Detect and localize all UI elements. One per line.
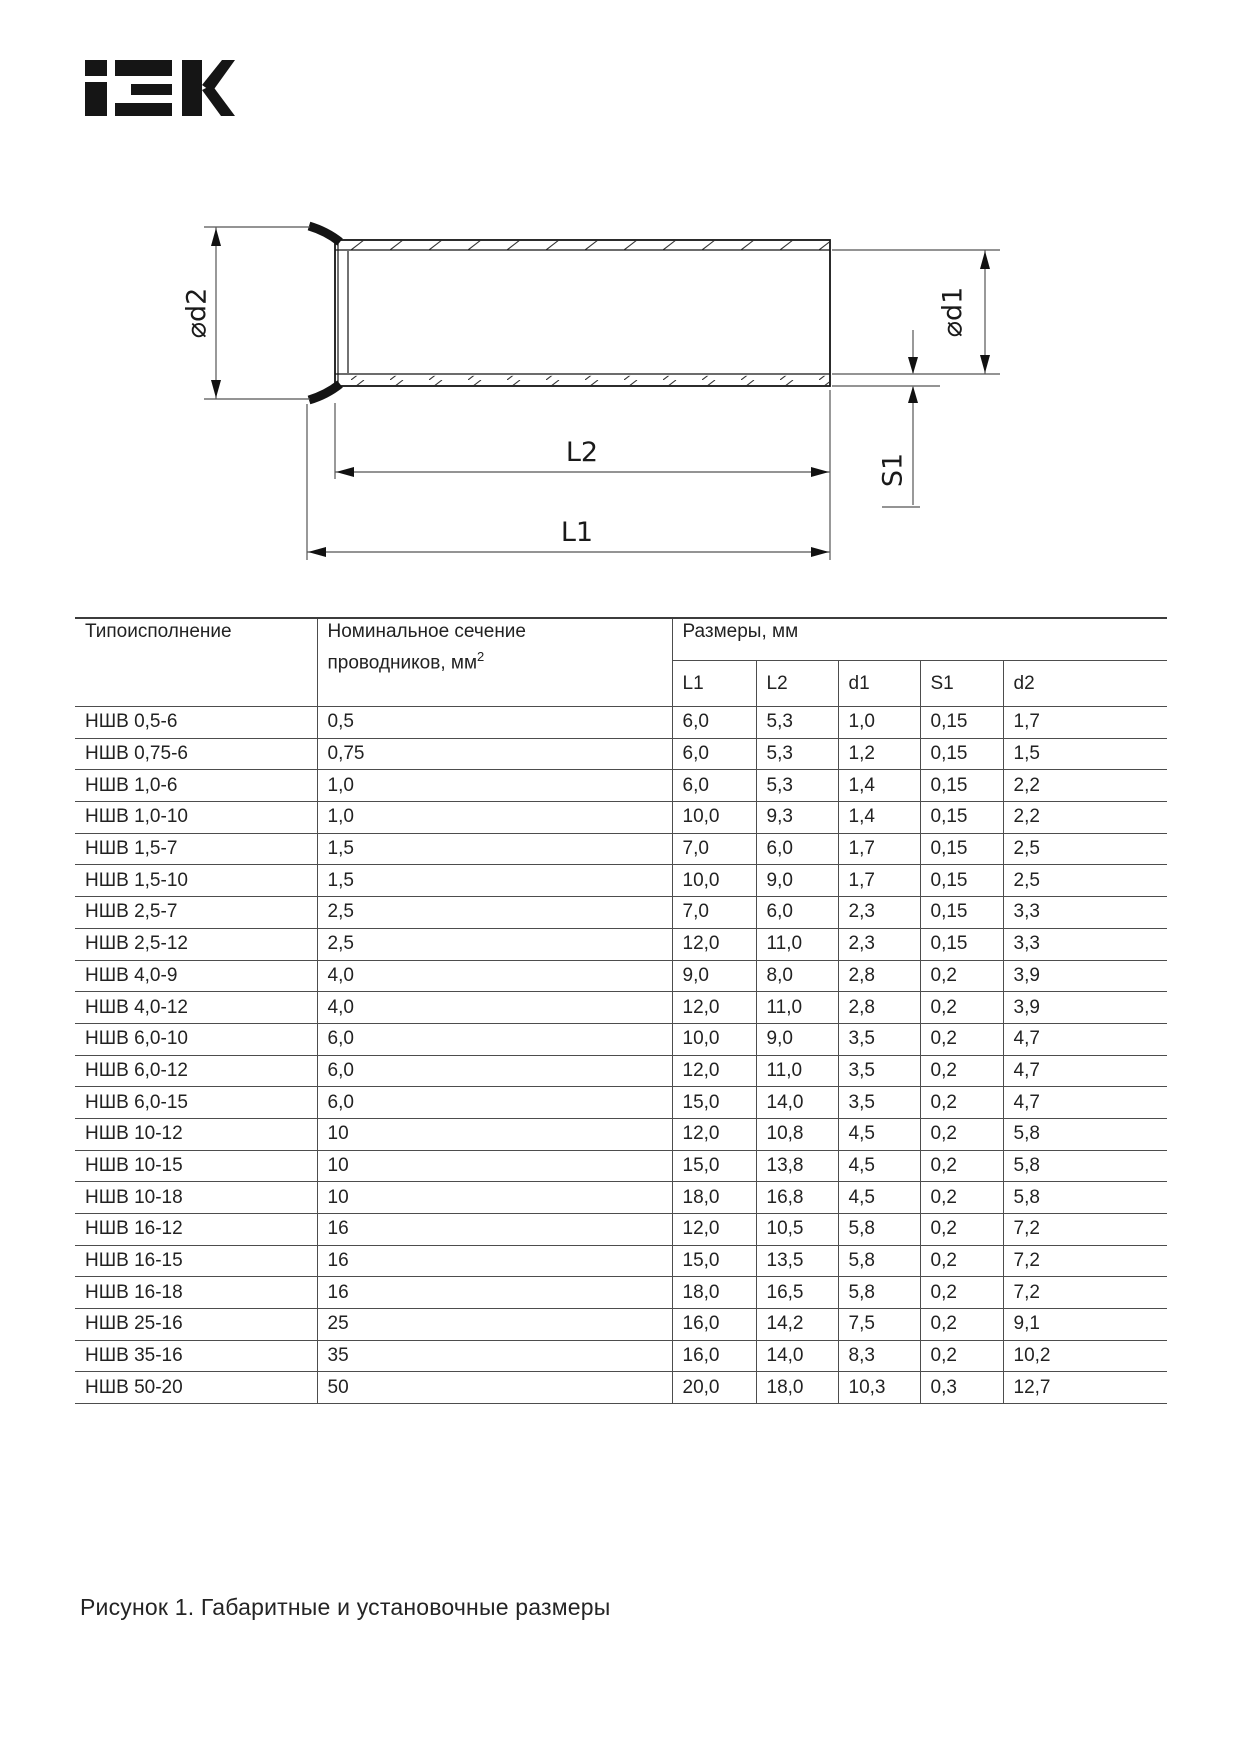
table-row bbox=[75, 1372, 1167, 1404]
arrowhead bbox=[811, 467, 829, 477]
cell-l1: 12,0 bbox=[672, 928, 756, 960]
dimensions-table bbox=[75, 617, 1167, 1404]
table-row bbox=[75, 992, 1167, 1024]
figure-caption: Рисунок 1. Габаритные и установочные размеры bbox=[80, 1594, 611, 1620]
table-row bbox=[75, 802, 1167, 834]
arrowhead bbox=[980, 355, 990, 373]
cell-l2: 9,0 bbox=[756, 1023, 838, 1055]
cell-s1: 0,2 bbox=[920, 992, 1003, 1024]
cell-type: НШВ 10-12 bbox=[75, 1118, 317, 1150]
cell-type: НШВ 0,5-6 bbox=[75, 707, 317, 739]
arrowhead bbox=[308, 547, 326, 557]
flare-bottom bbox=[309, 384, 340, 400]
cell-cross-section: 6,0 bbox=[317, 1055, 672, 1087]
cell-cross-section: 2,5 bbox=[317, 897, 672, 929]
table-row bbox=[75, 1245, 1167, 1277]
cell-l2: 5,3 bbox=[756, 707, 838, 739]
cell-l1: 6,0 bbox=[672, 770, 756, 802]
table-row bbox=[75, 1055, 1167, 1087]
cell-cross-section: 10 bbox=[317, 1150, 672, 1182]
header-type: Типоисполнение bbox=[75, 618, 317, 707]
cell-d2: 3,9 bbox=[1003, 960, 1167, 992]
cell-cross-section: 1,0 bbox=[317, 802, 672, 834]
table-row bbox=[75, 928, 1167, 960]
table-row bbox=[75, 897, 1167, 929]
bottom-wall-hatching bbox=[336, 376, 829, 385]
cell-l2: 9,3 bbox=[756, 802, 838, 834]
cell-type: НШВ 4,0-12 bbox=[75, 992, 317, 1024]
cell-d1: 2,3 bbox=[838, 897, 920, 929]
table-row bbox=[75, 770, 1167, 802]
table-row bbox=[75, 1340, 1167, 1372]
cell-cross-section: 6,0 bbox=[317, 1087, 672, 1119]
cell-l1: 12,0 bbox=[672, 1055, 756, 1087]
cell-l2: 6,0 bbox=[756, 897, 838, 929]
cell-cross-section: 50 bbox=[317, 1372, 672, 1404]
cell-type: НШВ 1,5-10 bbox=[75, 865, 317, 897]
cell-s1: 0,2 bbox=[920, 1214, 1003, 1246]
table-row bbox=[75, 833, 1167, 865]
cell-type: НШВ 6,0-15 bbox=[75, 1087, 317, 1119]
arrowhead bbox=[980, 251, 990, 269]
cell-cross-section: 1,5 bbox=[317, 865, 672, 897]
cell-l1: 6,0 bbox=[672, 738, 756, 770]
cell-s1: 0,2 bbox=[920, 1118, 1003, 1150]
cell-s1: 0,15 bbox=[920, 897, 1003, 929]
cell-d1: 1,4 bbox=[838, 770, 920, 802]
dimension-d1 bbox=[832, 250, 1000, 374]
cell-l1: 12,0 bbox=[672, 1118, 756, 1150]
cell-l2: 11,0 bbox=[756, 1055, 838, 1087]
table-row bbox=[75, 1023, 1167, 1055]
cell-type: НШВ 1,5-7 bbox=[75, 833, 317, 865]
cell-d1: 5,8 bbox=[838, 1245, 920, 1277]
cell-d2: 10,2 bbox=[1003, 1340, 1167, 1372]
cell-s1: 0,2 bbox=[920, 1277, 1003, 1309]
cell-l1: 10,0 bbox=[672, 1023, 756, 1055]
cell-d2: 7,2 bbox=[1003, 1214, 1167, 1246]
cell-d2: 1,7 bbox=[1003, 707, 1167, 739]
cell-l1: 10,0 bbox=[672, 802, 756, 834]
cell-type: НШВ 50-20 bbox=[75, 1372, 317, 1404]
cell-cross-section: 4,0 bbox=[317, 992, 672, 1024]
cell-l1: 10,0 bbox=[672, 865, 756, 897]
arrowhead bbox=[908, 357, 918, 374]
cell-cross-section: 16 bbox=[317, 1245, 672, 1277]
cell-d1: 1,7 bbox=[838, 865, 920, 897]
cell-s1: 0,2 bbox=[920, 1340, 1003, 1372]
cell-s1: 0,2 bbox=[920, 1309, 1003, 1341]
cell-l1: 15,0 bbox=[672, 1087, 756, 1119]
arrowhead bbox=[211, 380, 221, 398]
dimension-d2 bbox=[204, 227, 310, 399]
table-row bbox=[75, 738, 1167, 770]
cell-cross-section: 16 bbox=[317, 1277, 672, 1309]
header-l2: L2 bbox=[756, 661, 838, 707]
cell-d2: 3,3 bbox=[1003, 897, 1167, 929]
cell-l2: 18,0 bbox=[756, 1372, 838, 1404]
cell-l2: 9,0 bbox=[756, 865, 838, 897]
cell-s1: 0,15 bbox=[920, 707, 1003, 739]
cell-d2: 12,7 bbox=[1003, 1372, 1167, 1404]
cell-d2: 4,7 bbox=[1003, 1087, 1167, 1119]
cell-s1: 0,15 bbox=[920, 802, 1003, 834]
cell-d2: 9,1 bbox=[1003, 1309, 1167, 1341]
header-d2: d2 bbox=[1003, 661, 1167, 707]
cell-d2: 2,5 bbox=[1003, 865, 1167, 897]
cell-d2: 7,2 bbox=[1003, 1245, 1167, 1277]
cell-s1: 0,15 bbox=[920, 738, 1003, 770]
cell-d2: 4,7 bbox=[1003, 1055, 1167, 1087]
cell-type: НШВ 25-16 bbox=[75, 1309, 317, 1341]
cell-d1: 5,8 bbox=[838, 1277, 920, 1309]
cell-d2: 4,7 bbox=[1003, 1023, 1167, 1055]
cell-type: НШВ 1,0-6 bbox=[75, 770, 317, 802]
cell-d1: 3,5 bbox=[838, 1023, 920, 1055]
header-l1: L1 bbox=[672, 661, 756, 707]
cell-d1: 5,8 bbox=[838, 1214, 920, 1246]
cell-l2: 16,8 bbox=[756, 1182, 838, 1214]
cell-s1: 0,2 bbox=[920, 1245, 1003, 1277]
cell-l1: 15,0 bbox=[672, 1150, 756, 1182]
l1-label: L1 bbox=[560, 517, 594, 548]
cell-s1: 0,15 bbox=[920, 928, 1003, 960]
cell-d2: 7,2 bbox=[1003, 1277, 1167, 1309]
cell-l1: 9,0 bbox=[672, 960, 756, 992]
cell-type: НШВ 4,0-9 bbox=[75, 960, 317, 992]
table-row bbox=[75, 1182, 1167, 1214]
cell-l2: 5,3 bbox=[756, 770, 838, 802]
arrowhead bbox=[211, 228, 221, 246]
dimension-drawing bbox=[0, 0, 1242, 580]
cell-s1: 0,15 bbox=[920, 833, 1003, 865]
cell-type: НШВ 16-15 bbox=[75, 1245, 317, 1277]
cell-l2: 10,5 bbox=[756, 1214, 838, 1246]
cell-type: НШВ 0,75-6 bbox=[75, 738, 317, 770]
cell-d2: 2,2 bbox=[1003, 770, 1167, 802]
cell-l1: 7,0 bbox=[672, 833, 756, 865]
cell-type: НШВ 10-18 bbox=[75, 1182, 317, 1214]
cell-s1: 0,2 bbox=[920, 1182, 1003, 1214]
table-row bbox=[75, 1214, 1167, 1246]
table-row bbox=[75, 1150, 1167, 1182]
cell-cross-section: 16 bbox=[317, 1214, 672, 1246]
cell-type: НШВ 2,5-12 bbox=[75, 928, 317, 960]
cell-d1: 1,0 bbox=[838, 707, 920, 739]
cell-d1: 1,2 bbox=[838, 738, 920, 770]
cell-cross-section: 25 bbox=[317, 1309, 672, 1341]
cell-cross-section: 10 bbox=[317, 1118, 672, 1150]
cell-d2: 1,5 bbox=[1003, 738, 1167, 770]
cell-l1: 20,0 bbox=[672, 1372, 756, 1404]
cell-l1: 16,0 bbox=[672, 1309, 756, 1341]
cell-l1: 12,0 bbox=[672, 992, 756, 1024]
cell-d1: 10,3 bbox=[838, 1372, 920, 1404]
cell-type: НШВ 35-16 bbox=[75, 1340, 317, 1372]
cell-d2: 3,3 bbox=[1003, 928, 1167, 960]
table-row bbox=[75, 960, 1167, 992]
cell-d1: 3,5 bbox=[838, 1087, 920, 1119]
cell-s1: 0,2 bbox=[920, 1055, 1003, 1087]
cell-cross-section: 0,5 bbox=[317, 707, 672, 739]
cell-d1: 8,3 bbox=[838, 1340, 920, 1372]
table-row bbox=[75, 1087, 1167, 1119]
cell-d2: 5,8 bbox=[1003, 1150, 1167, 1182]
cell-d1: 4,5 bbox=[838, 1150, 920, 1182]
s1-label: S1 bbox=[877, 452, 909, 488]
cell-type: НШВ 16-12 bbox=[75, 1214, 317, 1246]
cell-s1: 0,3 bbox=[920, 1372, 1003, 1404]
cell-type: НШВ 10-15 bbox=[75, 1150, 317, 1182]
flare-top bbox=[309, 226, 340, 242]
cell-l1: 12,0 bbox=[672, 1214, 756, 1246]
cell-d1: 1,7 bbox=[838, 833, 920, 865]
cell-l2: 11,0 bbox=[756, 928, 838, 960]
header-s1: S1 bbox=[920, 661, 1003, 707]
cell-d1: 2,3 bbox=[838, 928, 920, 960]
cell-l2: 14,0 bbox=[756, 1087, 838, 1119]
cell-l1: 18,0 bbox=[672, 1277, 756, 1309]
cell-s1: 0,2 bbox=[920, 1087, 1003, 1119]
cell-s1: 0,2 bbox=[920, 1023, 1003, 1055]
cell-type: НШВ 6,0-12 bbox=[75, 1055, 317, 1087]
cell-cross-section: 35 bbox=[317, 1340, 672, 1372]
header-cross-section: Номинальное сечение проводников, $мм^2$ bbox=[317, 618, 672, 707]
cell-l2: 11,0 bbox=[756, 992, 838, 1024]
cell-type: НШВ 16-18 bbox=[75, 1277, 317, 1309]
cell-d1: 7,5 bbox=[838, 1309, 920, 1341]
phi-d2-label: ⌀d2 bbox=[181, 287, 213, 339]
cell-cross-section: 1,0 bbox=[317, 770, 672, 802]
cell-type: НШВ 2,5-7 bbox=[75, 897, 317, 929]
cell-l1: 6,0 bbox=[672, 707, 756, 739]
cell-s1: 0,2 bbox=[920, 960, 1003, 992]
cell-l2: 16,5 bbox=[756, 1277, 838, 1309]
cell-l2: 13,5 bbox=[756, 1245, 838, 1277]
cell-d1: 1,4 bbox=[838, 802, 920, 834]
cell-d2: 5,8 bbox=[1003, 1118, 1167, 1150]
cell-l1: 16,0 bbox=[672, 1340, 756, 1372]
arrowhead bbox=[336, 467, 354, 477]
table-row bbox=[75, 1309, 1167, 1341]
phi-d1-label: ⌀d1 bbox=[937, 286, 969, 338]
cell-l2: 5,3 bbox=[756, 738, 838, 770]
cell-d2: 3,9 bbox=[1003, 992, 1167, 1024]
cell-s1: 0,15 bbox=[920, 865, 1003, 897]
cell-l2: 13,8 bbox=[756, 1150, 838, 1182]
cell-cross-section: 2,5 bbox=[317, 928, 672, 960]
table-row bbox=[75, 1277, 1167, 1309]
cell-d1: 4,5 bbox=[838, 1118, 920, 1150]
cell-l2: 14,0 bbox=[756, 1340, 838, 1372]
cell-s1: 0,15 bbox=[920, 770, 1003, 802]
cell-d2: 2,2 bbox=[1003, 802, 1167, 834]
cell-cross-section: 0,75 bbox=[317, 738, 672, 770]
l2-label: L2 bbox=[565, 437, 599, 468]
arrowhead bbox=[908, 386, 918, 403]
cell-d2: 2,5 bbox=[1003, 833, 1167, 865]
cell-l2: 10,8 bbox=[756, 1118, 838, 1150]
cell-l1: 15,0 bbox=[672, 1245, 756, 1277]
cell-l1: 7,0 bbox=[672, 897, 756, 929]
cell-d1: 2,8 bbox=[838, 992, 920, 1024]
cell-cross-section: 1,5 bbox=[317, 833, 672, 865]
header-d1: d1 bbox=[838, 661, 920, 707]
cell-l1: 18,0 bbox=[672, 1182, 756, 1214]
cell-d2: 5,8 bbox=[1003, 1182, 1167, 1214]
cell-cross-section: 4,0 bbox=[317, 960, 672, 992]
header-dimensions-group: Размеры, мм bbox=[672, 618, 1167, 661]
cell-type: НШВ 6,0-10 bbox=[75, 1023, 317, 1055]
cell-d1: 4,5 bbox=[838, 1182, 920, 1214]
cell-l2: 8,0 bbox=[756, 960, 838, 992]
ferrule-body bbox=[309, 226, 830, 400]
cell-d1: 2,8 bbox=[838, 960, 920, 992]
top-wall-hatching bbox=[336, 241, 829, 250]
arrowhead bbox=[811, 547, 829, 557]
cell-l2: 6,0 bbox=[756, 833, 838, 865]
cell-cross-section: 10 bbox=[317, 1182, 672, 1214]
table-row bbox=[75, 865, 1167, 897]
cell-type: НШВ 1,0-10 bbox=[75, 802, 317, 834]
cell-d1: 3,5 bbox=[838, 1055, 920, 1087]
table-row bbox=[75, 707, 1167, 739]
cell-l2: 14,2 bbox=[756, 1309, 838, 1341]
cell-s1: 0,2 bbox=[920, 1150, 1003, 1182]
table-row bbox=[75, 1118, 1167, 1150]
cell-cross-section: 6,0 bbox=[317, 1023, 672, 1055]
